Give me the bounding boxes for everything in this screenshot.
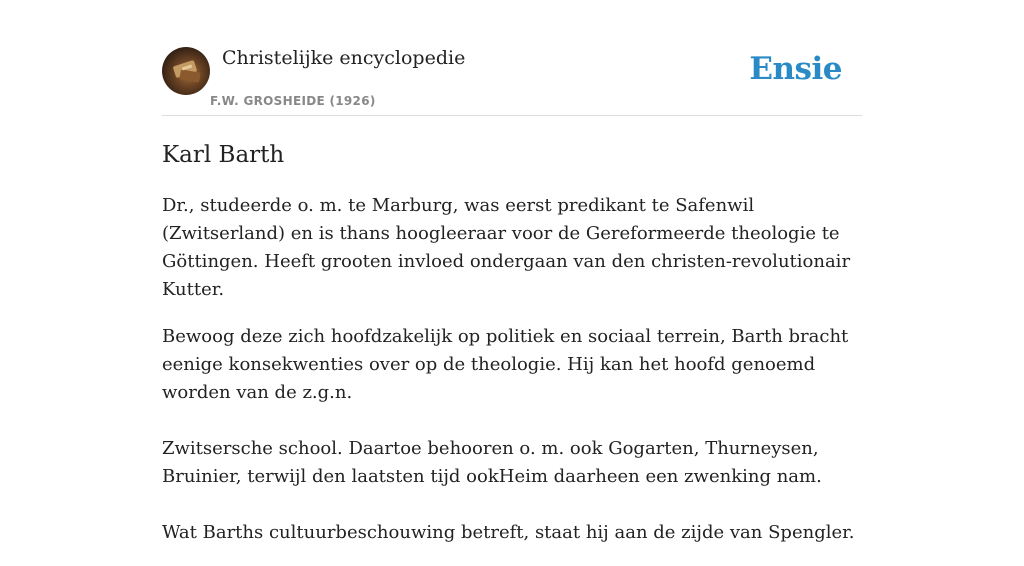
encyclopedia-avatar[interactable] — [162, 47, 210, 95]
page-container — [162, 0, 862, 543]
article-title: Karl Barth — [162, 142, 285, 168]
book-icon — [179, 69, 200, 82]
ensie-logo-link[interactable]: Ensie — [749, 51, 842, 87]
article-body — [162, 192, 862, 566]
author-label: F.W. GROSHEIDE (1926) — [210, 94, 376, 108]
article-paragraph: Dr., studeerde o. m. te Marburg, was eerst predikant te Safenwil (Zwitserland) en is thans hoogleeraar voor de Gereformeerde theologie te Göttingen. Heeft grooten invloed ondergaan van den christen-revolutionair Kutter. — [162, 195, 851, 300]
article-paragraph: Bewoog deze zich hoofdzakelijk op politiek en sociaal terrein, Barth bracht eenige konsekwenties over op de theologie. Hij kan het hoofd genoemd worden van de z.g.n. — [162, 326, 849, 403]
encyclopedia-title-link[interactable]: Christelijke encyclopedie — [222, 47, 466, 69]
article-paragraph: Wat Barths cultuurbeschouwing betreft, staat hij aan de zijde van Spengler. — [162, 522, 855, 543]
site-header — [162, 0, 862, 116]
article-paragraph: Zwitsersche school. Daartoe behooren o. m. ook Gogarten, Thurneysen, Bruinier, terwijl den laatsten tijd ookHeim daarheen een zwenking nam. — [162, 438, 822, 487]
